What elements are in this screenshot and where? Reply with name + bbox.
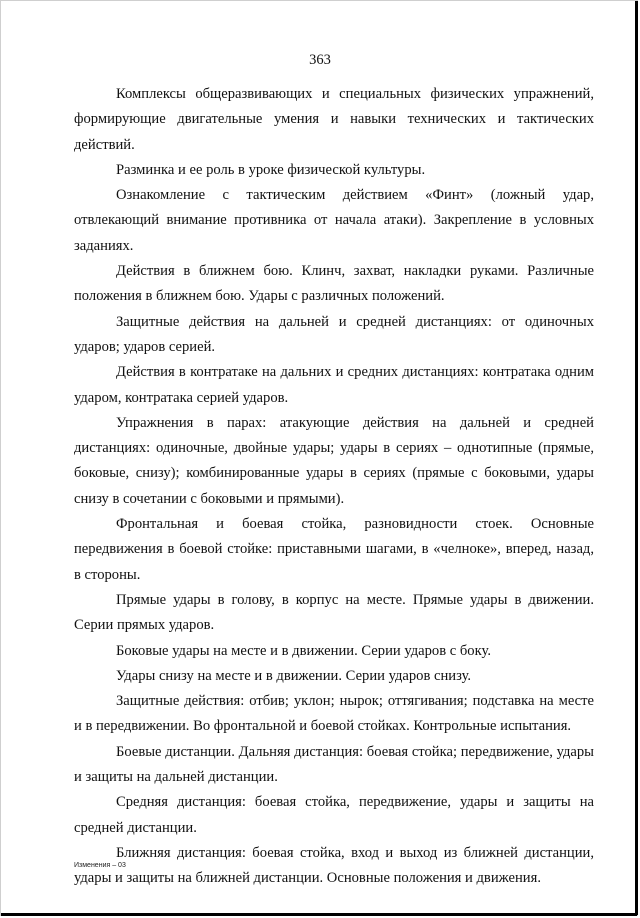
paragraph: Боковые удары на месте и в движении. Серии ударов с боку. xyxy=(116,642,491,659)
paragraph: Ознакомление с тактическим действием «Финт» (ложный удар, отвлекающий внимание противника от начала атаки). Закрепление в условных заданиях. xyxy=(74,187,594,254)
paragraph: Ближняя дистанция: боевая стойка, вход и выход из ближней дистанции, удары и защиты на ближней дистанции. Основные положения и движения. xyxy=(74,844,594,887)
paragraph: Прямые удары в голову, в корпус на месте. Прямые удары в движении. Серии прямых ударов. xyxy=(74,591,594,634)
paragraph: Фронтальная и боевая стойка, разновидности стоек. Основные передвижения в боевой стойке: приставными шагами, в «челноке», вперед, назад, в стороны. xyxy=(74,516,594,583)
paragraph: Комплексы общеразвивающих и специальных физических упражнений, формирующие двигательные умения и навыки технических и тактических действий. xyxy=(74,86,594,153)
paragraph: Удары снизу на месте и в движении. Серии ударов снизу. xyxy=(116,667,472,684)
document-body xyxy=(74,82,594,892)
paragraph: Защитные действия: отбив; уклон; нырок; оттягивания; подставка на месте и в передвижении. Во фронтальной и боевой стойках. Контрольные испытания. xyxy=(74,693,594,735)
paragraph: Разминка и ее роль в уроке физической культуры. xyxy=(116,161,426,178)
paragraph: Средняя дистанция: боевая стойка, передвижение, удары и защиты на средней дистанции. xyxy=(74,794,594,836)
paragraph: Упражнения в парах: атакующие действия на дальней и средней дистанциях: одиночные, двойные удары; удары в сериях – однотипные (прямые, боковые, снизу); комбинированные удары в сериях (прямые с боковыми, удары снизу в сочетании с боковыми и прямыми). xyxy=(74,414,594,507)
footer-revision-note: Изменения – 03 xyxy=(74,862,126,869)
paragraph: Действия в ближнем бою. Клинч, захват, накладки руками. Различные положения в ближнем бою. Удары с различных положений. xyxy=(74,263,594,305)
paragraph: Боевые дистанции. Дальняя дистанция: боевая стойка; передвижение, удары и защиты на дальней дистанции. xyxy=(74,743,594,786)
page-number: 363 xyxy=(309,52,331,68)
paragraph: Действия в контратаке на дальних и средних дистанциях: контратака одним ударом, контратака серией ударов. xyxy=(74,364,594,406)
paragraph: Защитные действия на дальней и средней дистанциях: от одиночных ударов; ударов серией. xyxy=(74,313,594,355)
